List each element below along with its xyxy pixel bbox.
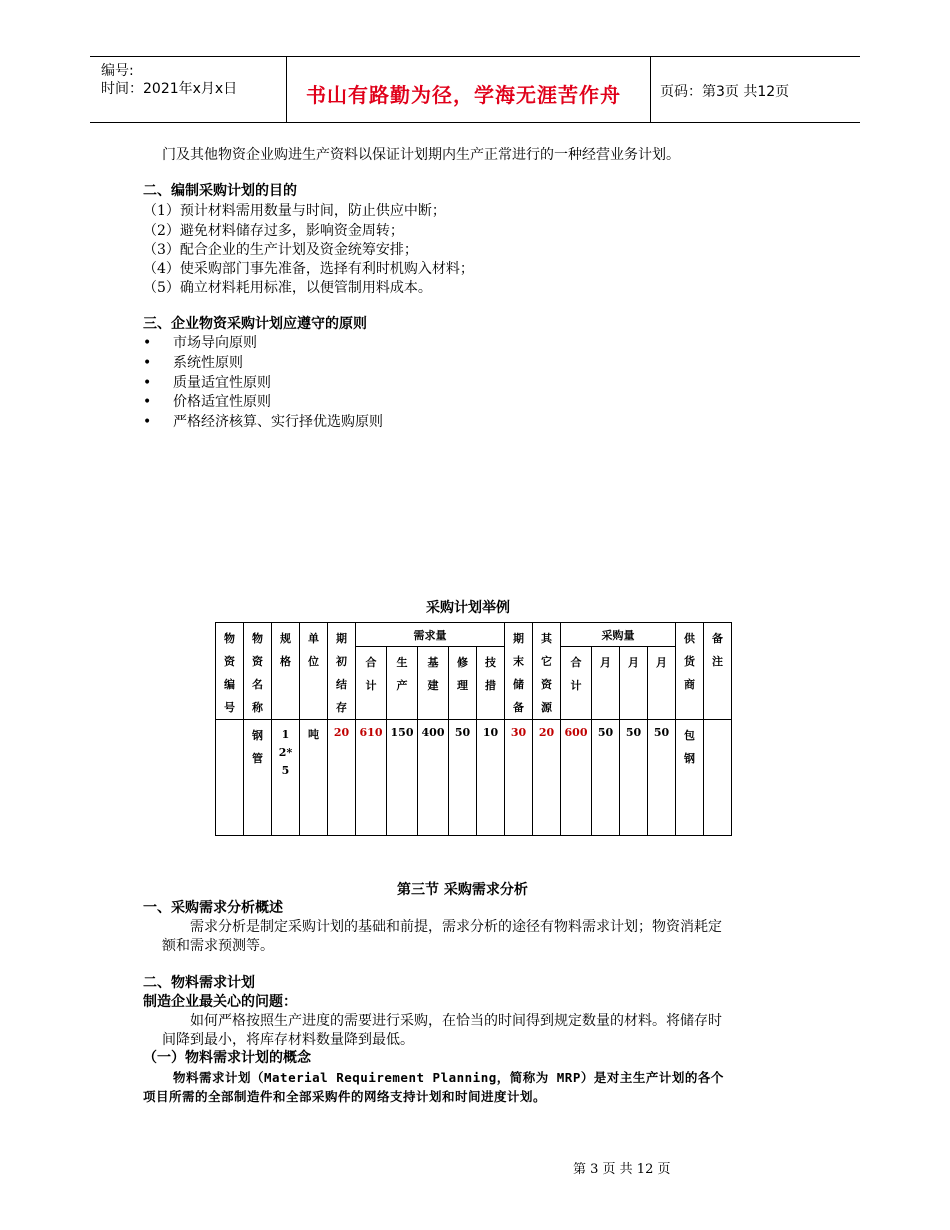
- cell-opening: 20: [328, 720, 356, 836]
- header-cell-name: 物资名称: [244, 623, 272, 720]
- principle-item: • 价格适宜性原则: [143, 394, 271, 410]
- header-cell-demand-production: 生产: [387, 647, 418, 720]
- section3-title: 三、企业物资采购计划应遵守的原则: [143, 316, 367, 332]
- mrp-title: 二、物料需求计划: [143, 975, 255, 991]
- header-cell-demand-tech: 技措: [477, 647, 505, 720]
- cell-purchase-total: 600: [561, 720, 592, 836]
- header-cell-remark: 备注: [704, 623, 732, 720]
- header-number-label: 编号:: [101, 63, 134, 79]
- header-cell-demand-construction: 基建: [418, 647, 449, 720]
- header-cell-code: 物资编号: [216, 623, 244, 720]
- principle-item: • 质量适宜性原则: [143, 375, 271, 391]
- mrp-text-cont: 间降到最小，将库存材料数量降到最低。: [162, 1032, 414, 1048]
- header-cell-month: 月: [592, 647, 620, 720]
- cell-month: 50: [620, 720, 648, 836]
- principle-item: • 严格经济核算、实行择优选购原则: [143, 414, 383, 430]
- cell-month: 50: [592, 720, 620, 836]
- header-cell-purchase-total: 合计: [561, 647, 592, 720]
- page-footer: 第 3 页 共 12 页: [573, 1162, 671, 1177]
- overview-title: 一、采购需求分析概述: [143, 900, 283, 916]
- mrp-concept-text-cont: 项目所需的全部制造件和全部采购件的网络支持计划和时间进度计划。: [143, 1089, 547, 1104]
- section2-item: （5）确立材料耗用标准，以便管制用料成本。: [143, 280, 432, 296]
- mrp-text: 如何严格按照生产进度的需要进行采购，在恰当的时间得到规定数量的材料。将储存时: [190, 1013, 722, 1029]
- header-cell-closing: 期末储备: [505, 623, 533, 720]
- cell-unit: 吨: [300, 720, 328, 836]
- overview-text: 需求分析是制定采购计划的基础和前提，需求分析的途径有物料需求计划；物资消耗定: [190, 919, 722, 935]
- principle-item: • 市场导向原则: [143, 335, 257, 351]
- cell-name: 钢管: [244, 720, 272, 836]
- header-cell-purchase-group: 采购量: [561, 623, 676, 647]
- intro-line: 门及其他物资企业购进生产资料以保证计划期内生产正常进行的一种经营业务计划。: [162, 147, 680, 163]
- header-motto: 书山有路勤为径，学海无涯苦作舟: [306, 83, 621, 107]
- cell-demand-construction: 400: [418, 720, 449, 836]
- cell-code: [216, 720, 244, 836]
- principle-item: • 系统性原则: [143, 355, 243, 371]
- cell-spec: 12*5: [272, 720, 300, 836]
- purchase-plan-table: [215, 622, 732, 836]
- header-cell-month: 月: [620, 647, 648, 720]
- header-cell-demand-group: 需求量: [356, 623, 505, 647]
- cell-month: 50: [648, 720, 676, 836]
- overview-text-cont: 额和需求预测等。: [162, 938, 274, 954]
- bullet-icon: •: [143, 375, 152, 391]
- mrp-concept-title: （一）物料需求计划的概念: [143, 1050, 311, 1066]
- section-three-title: 第三节 采购需求分析: [397, 882, 528, 898]
- cell-demand-tech: 10: [477, 720, 505, 836]
- bullet-icon: •: [143, 394, 152, 410]
- cell-supplier: 包钢: [676, 720, 704, 836]
- table-row: [216, 720, 732, 836]
- header-cell-spec: 规格: [272, 623, 300, 720]
- cell-demand-total: 610: [356, 720, 387, 836]
- section2-item: （3）配合企业的生产计划及资金统筹安排；: [143, 242, 418, 258]
- section2-title: 二、编制采购计划的目的: [143, 183, 297, 199]
- section2-item: （4）使采购部门事先准备，选择有利时机购入材料；: [143, 261, 474, 277]
- header-page-info: 页码：第3页 共12页: [660, 84, 790, 100]
- cell-closing: 30: [505, 720, 533, 836]
- header-divider-left: [286, 56, 287, 122]
- section2-item: （1）预计材料需用数量与时间，防止供应中断；: [143, 203, 446, 219]
- header-cell-other: 其它资源: [533, 623, 561, 720]
- bullet-icon: •: [143, 414, 152, 430]
- header-time-label: 时间：2021年x月x日: [101, 81, 238, 97]
- cell-other: 20: [533, 720, 561, 836]
- cell-demand-production: 150: [387, 720, 418, 836]
- mrp-concept-text: 物料需求计划（Material Requirement Planning，简称为 MRP）是对主生产计划的各个: [173, 1070, 724, 1085]
- header-top-rule: [90, 56, 860, 57]
- header-cell-opening: 期初结存: [328, 623, 356, 720]
- section2-item: （2）避免材料储存过多，影响资金周转；: [143, 223, 404, 239]
- bullet-icon: •: [143, 335, 152, 351]
- bullet-icon: •: [143, 355, 152, 371]
- cell-remark: [704, 720, 732, 836]
- table-caption: 采购计划举例: [426, 600, 510, 616]
- cell-demand-repair: 50: [449, 720, 477, 836]
- header-cell-unit: 单位: [300, 623, 328, 720]
- header-cell-demand-total: 合计: [356, 647, 387, 720]
- header-cell-supplier: 供货商: [676, 623, 704, 720]
- header-cell-demand-repair: 修理: [449, 647, 477, 720]
- header-bottom-rule: [90, 122, 860, 123]
- header-divider-right: [650, 56, 651, 122]
- header-cell-month: 月: [648, 647, 676, 720]
- mrp-subtitle: 制造企业最关心的问题：: [143, 994, 297, 1010]
